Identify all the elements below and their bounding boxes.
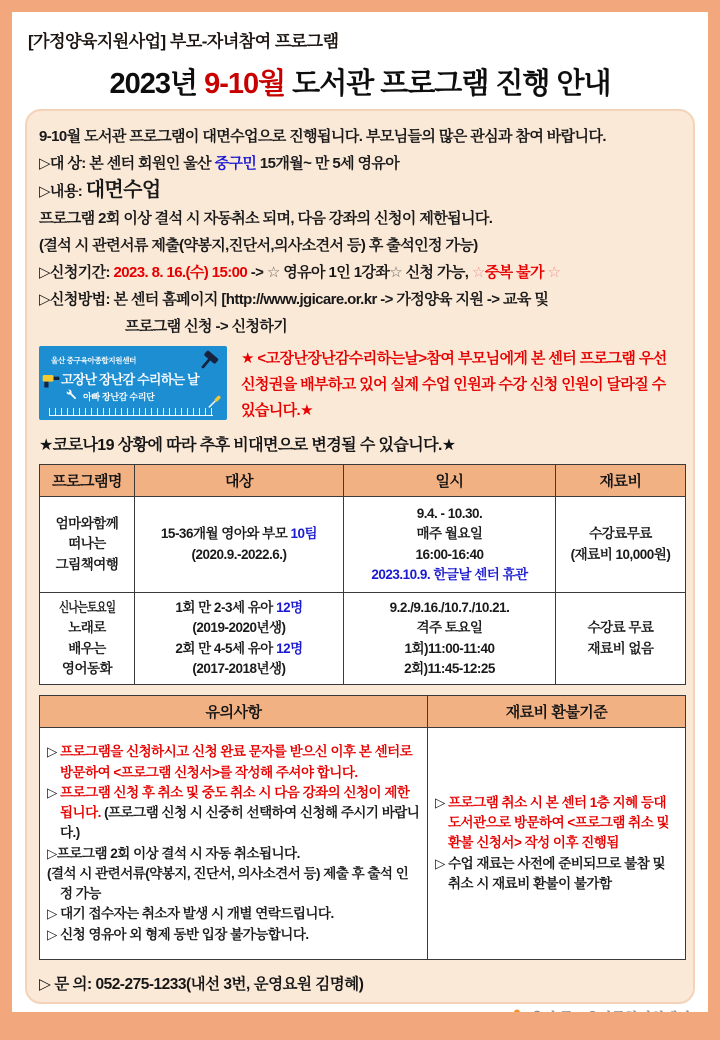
text-segment: 배우는 <box>68 640 106 656</box>
text-line <box>558 545 683 565</box>
text-segment: 9.4. - 10.30. <box>416 506 483 521</box>
text-line <box>558 618 683 638</box>
corona-note: ★코로나19 상황에 따라 추후 비대면으로 변경될 수 있습니다.★ <box>39 437 456 454</box>
info-card <box>25 109 695 1004</box>
header-notes: 유의사항 <box>40 696 428 728</box>
text-line <box>346 545 553 565</box>
text-segment: (재료비 10,000원) <box>570 546 671 562</box>
screwdriver-icon <box>205 393 223 411</box>
text-segment: 격주 토요일 <box>416 620 483 636</box>
text-line <box>42 598 132 618</box>
banner-subtitle: 아빠 장난감 수리단 <box>83 392 155 402</box>
text-segment: 2회 만 4-5세 유아 <box>175 640 277 656</box>
text-segment: -> <box>247 264 267 281</box>
notes-cell <box>40 728 428 960</box>
page-title <box>12 61 708 102</box>
program-name-cell <box>40 593 135 685</box>
text-line <box>346 639 553 659</box>
text-segment: 영유아 1인 1강좌 <box>279 264 390 281</box>
text-line <box>47 864 420 905</box>
text-line <box>346 598 553 618</box>
text-segment: ☆ <box>547 264 561 281</box>
apply-method-line <box>39 286 683 313</box>
text-segment: 15개월~ 만 5세 영유아 <box>256 155 400 172</box>
text-segment: 15-36개월 영아와 부모 <box>160 526 291 542</box>
text-segment: ☆ <box>266 264 280 281</box>
ruler-graphic <box>49 408 213 416</box>
text-segment: 프로그램을 신청하시고 신청 완료 문자를 받으신 이후 본 센터로 방문하여 <프로그램 신청서>를 작성해 주셔야 합니다. <box>60 744 413 780</box>
bottom-band <box>0 1012 720 1040</box>
apply-period-line <box>39 259 683 286</box>
fee-cell <box>556 593 686 685</box>
apply-method-line-2 <box>39 313 683 340</box>
text-segment: 12명 <box>276 600 303 615</box>
text-line <box>42 639 132 659</box>
program-name-cell <box>40 497 135 593</box>
text-line <box>558 639 683 659</box>
drill-icon <box>41 371 61 389</box>
text-segment: 프로그램 신청 후 취소 및 중도 취소 시 다음 강좌의 신청이 제한됩니다. <box>60 784 410 820</box>
text-segment: (프로그램 신청 시 신중히 선택하여 신청해 주시기 바랍니다.) <box>60 805 420 841</box>
program-table-header-row <box>40 465 686 497</box>
target-cell <box>135 593 344 685</box>
text-segment: 엄마와함께 <box>55 516 119 532</box>
absence-rule-line <box>39 205 683 232</box>
intro-line <box>39 123 683 150</box>
program-label: [가정양육지원사업] 부모-자녀참여 프로그램 <box>28 32 339 51</box>
header-fee: 재료비 <box>556 465 686 497</box>
hammer-icon <box>197 350 219 372</box>
schedule-cell <box>344 593 556 685</box>
notes-body-row <box>40 728 686 960</box>
content-area <box>12 12 708 1012</box>
text-line <box>346 524 553 544</box>
text-segment: (2019-2020년생) <box>192 620 286 636</box>
text-segment: 수강료 무료 <box>587 620 654 636</box>
text-segment: 1회 만 2-3세 유아 <box>175 600 277 615</box>
text-line <box>42 514 132 534</box>
text-segment: ▷ <box>47 744 61 760</box>
banner-title: 고장난 장난감 수리하는 날 <box>61 372 199 387</box>
wrench-icon <box>65 388 79 402</box>
text-segment: ▷신청기간: <box>39 264 114 281</box>
text-segment: 영어동화 <box>61 660 113 676</box>
text-segment: 프로그램 취소 시 본 센터 1층 지혜 등대 도서관으로 방문하여 <프로그램 취소 및 환불 신청서> 작성 이후 진행됨 <box>448 794 670 851</box>
text-line <box>346 659 553 679</box>
text-line <box>346 504 553 524</box>
text-segment: (결석 시 관련서류 제출(약봉지,진단서,의사소견서 등) 후 출석인정 가능) <box>39 237 478 254</box>
text-line <box>47 783 420 844</box>
text-line <box>137 618 341 638</box>
text-segment: ▷ <box>435 794 449 810</box>
text-segment: 떠나는 <box>68 536 106 552</box>
text-segment: ▷ <box>47 784 61 800</box>
target-line <box>39 150 683 177</box>
text-segment: 프로그램 신청 -> 신청하기 <box>125 318 288 335</box>
content-line <box>39 177 683 205</box>
text-line <box>42 534 132 554</box>
text-segment: 중구민 <box>214 155 257 172</box>
text-segment: ▷ 신청 영유아 외 형제 동반 입장 불가능합니다. <box>47 926 309 942</box>
toy-repair-banner <box>39 346 227 420</box>
program-row-1 <box>40 497 686 593</box>
absence-docs-line <box>39 232 683 259</box>
text-segment: 9.2./9.16./10.7./10.21. <box>389 600 510 615</box>
text-segment: 그림책여행 <box>55 556 119 572</box>
text-segment: 수강료무료 <box>589 526 652 542</box>
text-segment: 중복 불가 <box>484 264 544 281</box>
header-target: 대상 <box>135 465 344 497</box>
text-segment: ▷대 상: 본 센터 회원인 울산 <box>39 155 215 172</box>
text-line <box>435 793 678 854</box>
text-segment: 매주 월요일 <box>416 526 483 542</box>
target-cell <box>135 497 344 593</box>
priority-note: ★ <고장난장난감수리하는날>참여 부모님에게 본 센터 프로그램 우선 신청권을 배부하고 있어 실제 수업 인원과 수강 신청 인원이 달라질 수 있습니다.★ <box>241 350 667 419</box>
text-line <box>346 565 553 585</box>
text-line <box>137 659 341 679</box>
text-line <box>47 742 420 783</box>
notice-row <box>39 346 683 424</box>
text-segment: 노래로 <box>68 620 106 636</box>
header-program-name: 프로그램명 <box>40 465 135 497</box>
text-segment: 2023.10.9. 한글날 센터 휴관 <box>371 566 528 582</box>
text-line <box>42 555 132 575</box>
text-line <box>47 904 420 924</box>
text-line <box>42 659 132 679</box>
header-schedule: 일시 <box>344 465 556 497</box>
schedule-cell <box>344 497 556 593</box>
text-line <box>346 618 553 638</box>
contact-line: ▷ 문 의: 052-275-1233(내선 3번, 운영요원 김명혜) <box>39 976 364 993</box>
text-line <box>42 618 132 638</box>
refund-cell <box>428 728 686 960</box>
text-segment: 2023. 8. 16.(수) 15:00 <box>113 264 248 281</box>
text-segment: (2017-2018년생) <box>192 660 286 676</box>
text-segment: ▷신청방법: 본 센터 홈페이지 [http://www.jgicare.or.kr -> 가정양육 지원 -> 교육 및 <box>39 291 549 308</box>
notes-table-header-row <box>40 696 686 728</box>
fee-cell <box>556 497 686 593</box>
text-segment: ▷프로그램 2회 이상 결석 시 자동 취소됩니다. <box>47 845 300 861</box>
text-segment: 10팀 <box>290 526 318 542</box>
banner-center-name: 울산 중구육아종합지원센터 <box>51 356 137 365</box>
text-line <box>47 844 420 864</box>
text-line <box>137 545 341 565</box>
text-segment: 2023년 <box>109 68 205 100</box>
text-segment: 대면수업 <box>85 179 161 201</box>
text-line <box>137 639 341 659</box>
text-segment: 9-10월 도서관 프로그램이 대면수업으로 진행됩니다. 부모님들의 많은 관심과 참여 바랍니다. <box>39 128 606 145</box>
text-segment: ▷내용: <box>39 183 86 200</box>
text-line <box>435 854 678 895</box>
text-segment: ☆ <box>471 264 485 281</box>
text-segment: 9-10월 <box>204 68 286 100</box>
notes-table <box>39 695 686 960</box>
program-table <box>39 464 686 685</box>
text-segment: 도서관 프로그램 진행 안내 <box>285 68 611 100</box>
text-segment: 1회)11:00-11:40 <box>404 640 495 656</box>
text-segment: 2회)11:45-12:25 <box>404 660 495 676</box>
text-line <box>137 598 341 618</box>
text-segment: (2020.9.-2022.6.) <box>191 546 287 562</box>
text-segment: 신청 가능, <box>402 264 472 281</box>
text-segment: 신나는토요일 <box>58 600 116 615</box>
text-line <box>47 925 420 945</box>
text-segment: ▷ 수업 재료는 사전에 준비되므로 불참 및 취소 시 재료비 환불이 불가함 <box>435 855 666 891</box>
text-segment: (결석 시 관련서류(약봉지, 진단서, 의사소견서 등) 제출 후 출석 인정 가능 <box>47 865 409 901</box>
header-refund: 재료비 환불기준 <box>428 696 686 728</box>
text-line <box>558 524 683 544</box>
text-segment: ☆ <box>389 264 403 281</box>
text-segment: 재료비 없음 <box>587 640 654 656</box>
text-line <box>137 524 341 544</box>
program-row-2 <box>40 593 686 685</box>
text-segment: 프로그램 2회 이상 결석 시 자동취소 되며, 다음 강좌의 신청이 제한됩니다. <box>39 210 493 227</box>
text-segment: 16:00-16:40 <box>415 546 484 562</box>
text-segment: ▷ 대기 접수자는 취소자 발생 시 개별 연락드립니다. <box>47 906 334 922</box>
text-segment: 12명 <box>276 640 303 656</box>
